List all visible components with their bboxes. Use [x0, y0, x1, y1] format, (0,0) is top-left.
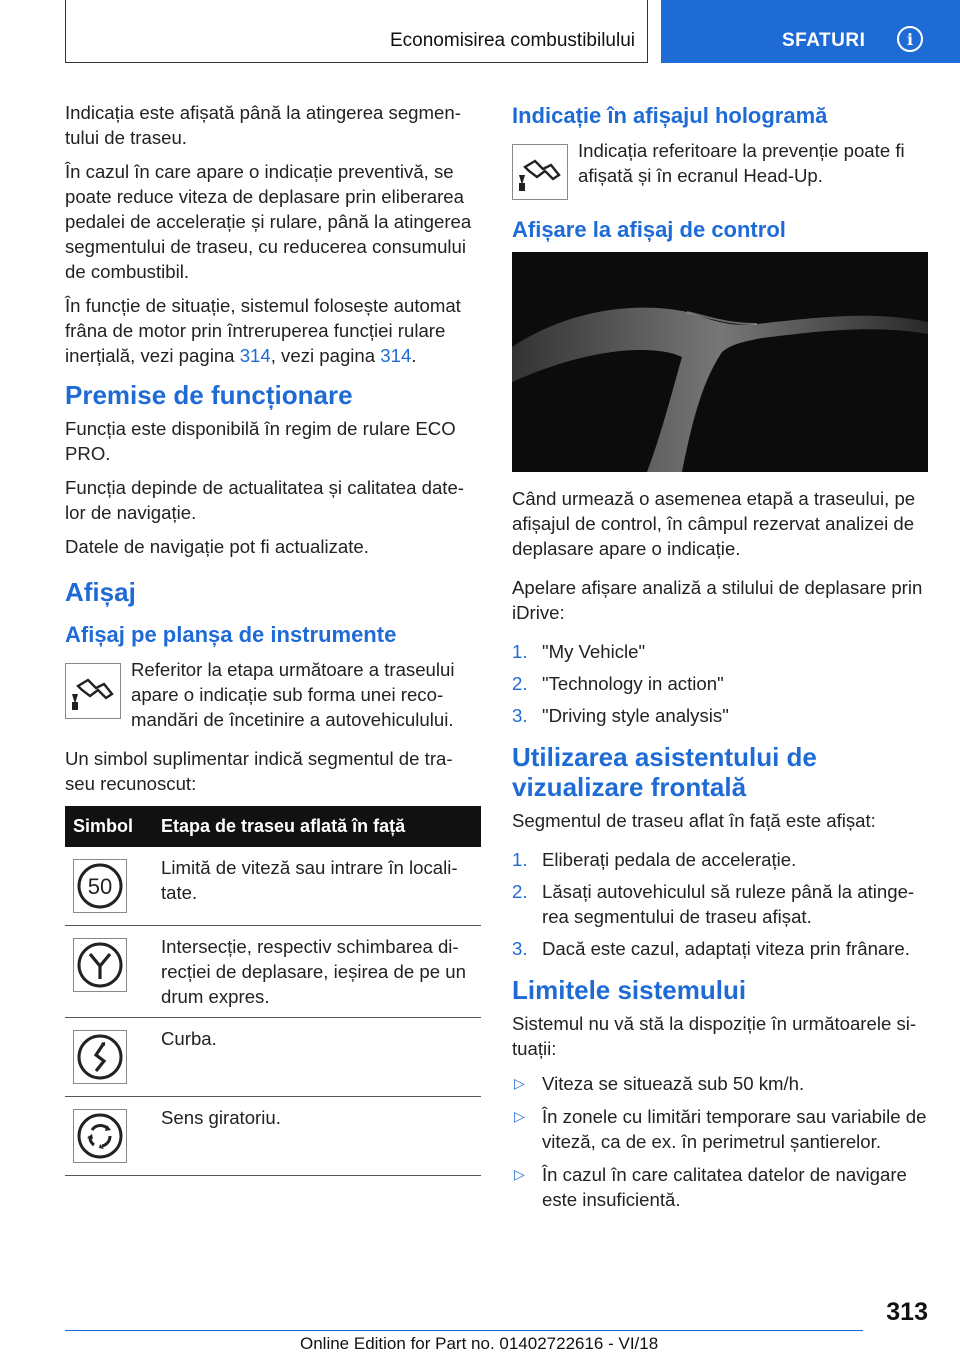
- page-link[interactable]: 314: [380, 345, 412, 366]
- symbol-table: [65, 806, 481, 1176]
- slow-down-warning-icon: [65, 663, 121, 719]
- heading-limitele: Limitele sistemului: [512, 975, 747, 1005]
- heading-control: Afișare la afișaj de control: [512, 217, 786, 242]
- info-icon[interactable]: i: [897, 26, 923, 52]
- list-item: ▷ Viteza se situează sub 50 km/h.: [514, 1073, 805, 1094]
- paragraph: Când urmează o asemenea etapă a traseului, pe afișajul de control, în câmpul rezervat analizei de deplasare apare o indicație.: [512, 488, 916, 559]
- section-header: [65, 0, 648, 63]
- list-item: 1. Eliberați pedala de accelerație.: [512, 849, 797, 870]
- paragraph: În cazul în care apare o indicație preventivă, se poate reduce viteza de deplasare prin eliberarea pedalei de accelerație și rulare, până la atingerea segmentului de traseu, cu reducerea consumului de combustibil.: [65, 161, 472, 282]
- section-title: Economisirea combustibilului: [390, 30, 635, 51]
- roundabout-icon: [73, 1109, 127, 1163]
- junction-icon: [73, 938, 127, 992]
- list-item: ▷ În zonele cu limitări temporare sau variabile de viteză, ca de ex. în perimetrul șantierelor.: [514, 1106, 927, 1152]
- table-cell: Intersecție, respectiv schimbarea di-recției de deplasare, ieșirea de pe un drum expres.: [153, 926, 481, 1018]
- control-display-image: [512, 252, 928, 472]
- page-number: 313: [886, 1298, 928, 1326]
- footer-rule: [65, 1330, 863, 1331]
- speed-limit-50-icon: [73, 859, 127, 913]
- heading-plansa: Afișaj pe planșa de instrumente: [65, 622, 397, 647]
- list-item: 3. Dacă este cazul, adaptați viteza prin frânare.: [512, 938, 910, 959]
- icon-paragraph: Indicația referitoare la prevenție poate fi afișată și în ecranul Head-Up.: [512, 138, 928, 198]
- list-item: 2. "Technology in action": [512, 673, 724, 694]
- list-item: 3. "Driving style analysis": [512, 705, 729, 726]
- heading-afisaj: Afișaj: [65, 577, 136, 607]
- paragraph: Segmentul de traseu aflat în față este afișat:: [512, 810, 876, 831]
- right-column: [512, 100, 928, 1220]
- slow-down-warning-icon: [512, 144, 568, 200]
- table-cell: Curba.: [153, 1018, 481, 1097]
- table-row: [65, 1018, 481, 1097]
- icon-paragraph: Referitor la etapa următoare a traseului apare o indicație sub forma unei reco-mandări de încetinire a autovehiculului.: [65, 657, 481, 732]
- table-row: [65, 1097, 481, 1176]
- paragraph: Sistemul nu vă stă la dispoziție în următoarele si-tuații:: [512, 1013, 917, 1059]
- table-cell: Limită de viteză sau intrare în locali-tate.: [153, 847, 481, 926]
- curve-icon: [73, 1030, 127, 1084]
- paragraph: Apelare afișare analiză a stilului de deplasare prin iDrive:: [512, 577, 923, 623]
- limits-list: [512, 1071, 928, 1212]
- menu-steps: [512, 639, 928, 728]
- paragraph: În funcție de situație, sistemul folosește automat frâna de motor prin întreruperea funcției rulare inerțială, vezi pagina 314, vezi pagina 314.: [65, 295, 461, 366]
- table-row: [65, 847, 481, 926]
- footer-edition: Online Edition for Part no. 01402722616 - VI/18: [300, 1334, 659, 1353]
- page-link[interactable]: 314: [239, 345, 271, 366]
- triangle-bullet-icon: ▷: [514, 1075, 525, 1091]
- triangle-bullet-icon: ▷: [514, 1108, 525, 1124]
- heading-premise: Premise de funcționare: [65, 380, 353, 410]
- paragraph: Indicația este afișată până la atingerea segmen-tului de traseu.: [65, 102, 461, 148]
- usage-steps: [512, 847, 928, 961]
- svg-text:50: 50: [87, 874, 113, 899]
- list-item: 2. Lăsați autovehiculul să ruleze până la atinge-rea segmentului de traseu afișat.: [512, 881, 915, 927]
- left-column: [65, 100, 481, 1176]
- table-row: [65, 926, 481, 1018]
- paragraph: Funcția este disponibilă în regim de rulare ECO PRO.: [65, 418, 456, 464]
- sfaturi-tab[interactable]: [661, 0, 960, 63]
- list-item: ▷ În cazul în care calitatea datelor de navigare este insuficientă.: [514, 1164, 907, 1210]
- heading-hologram: Indicație în afișajul hologramă: [512, 103, 828, 128]
- table-cell: Sens giratoriu.: [153, 1097, 481, 1176]
- table-header-stage: Etapa de traseu aflată în față: [153, 806, 481, 847]
- table-header-symbol: Simbol: [65, 806, 153, 847]
- paragraph: Un simbol suplimentar indică segmentul de tra-seu recunoscut:: [65, 748, 453, 794]
- paragraph: Funcția depinde de actualitatea și calitatea date-lor de navigație.: [65, 477, 464, 523]
- triangle-bullet-icon: ▷: [514, 1166, 525, 1182]
- heading-utilizarea: Utilizarea asistentului de vizualizare frontală: [512, 742, 817, 802]
- tab-label: SFATURI: [782, 30, 866, 51]
- paragraph: Datele de navigație pot fi actualizate.: [65, 536, 369, 557]
- list-item: 1. "My Vehicle": [512, 641, 646, 662]
